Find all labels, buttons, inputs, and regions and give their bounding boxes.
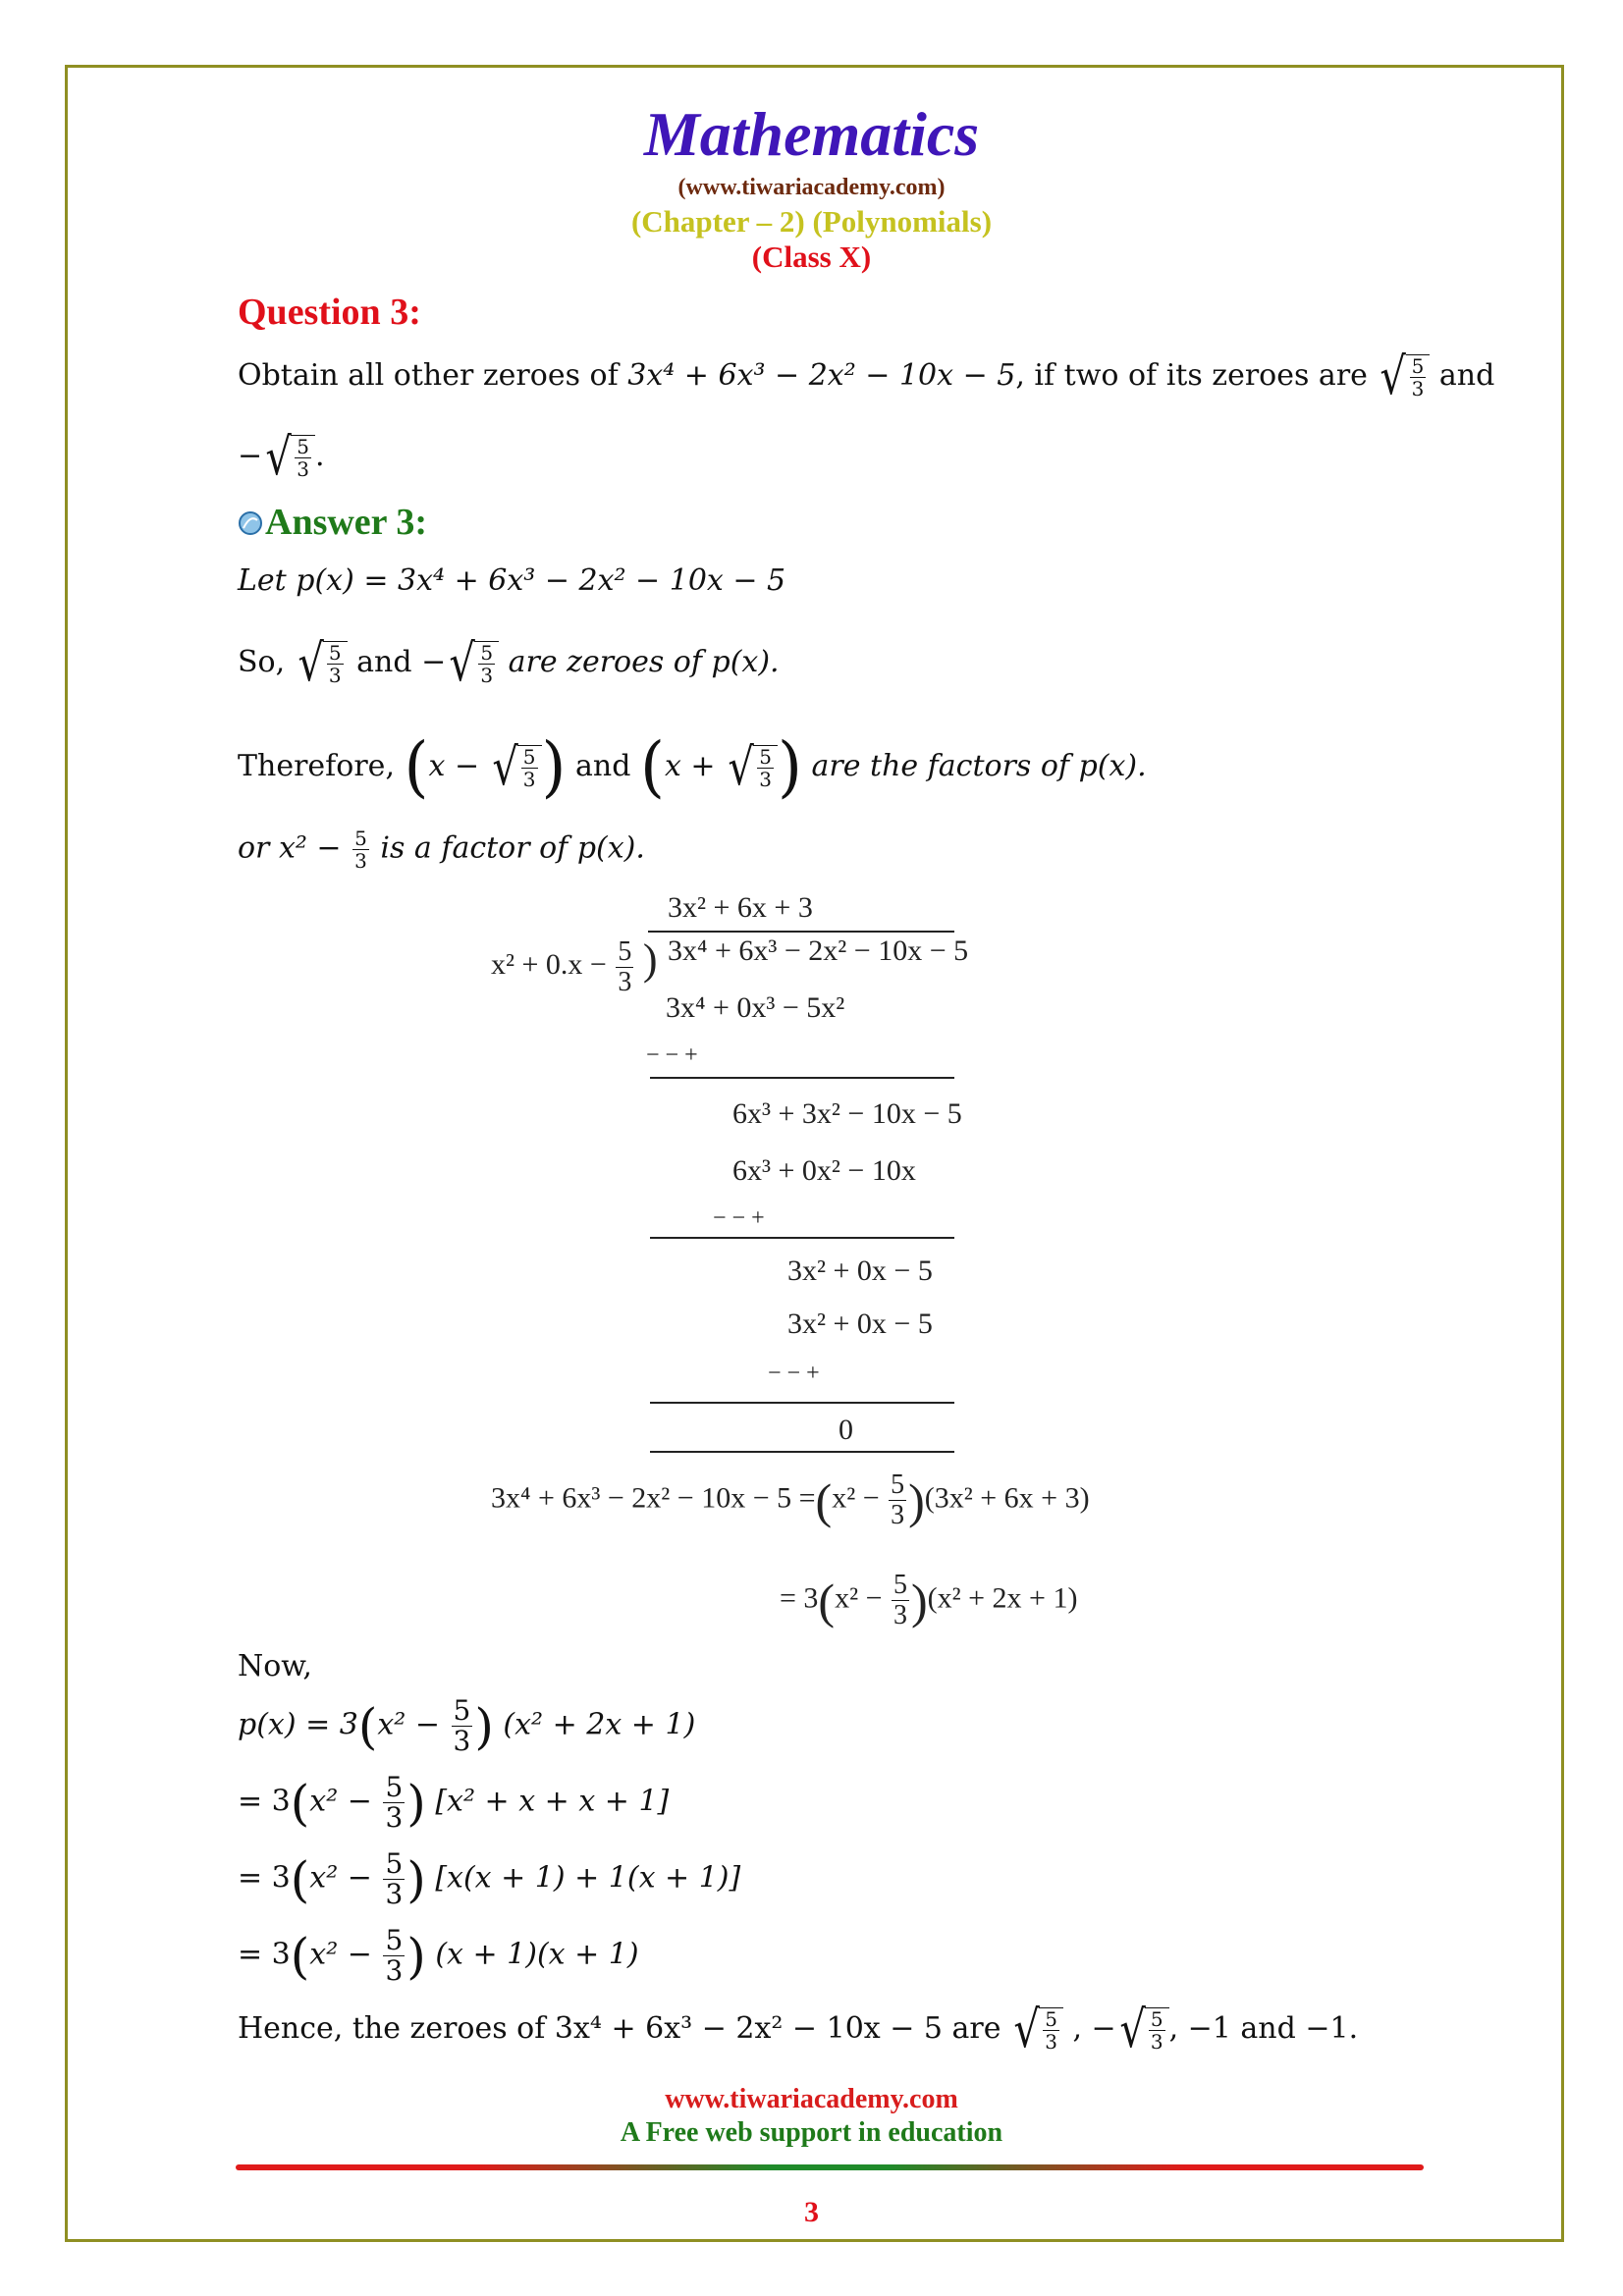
division-sub-2: 6x³ + 0x² − 10x — [732, 1154, 916, 1187]
division-signs-3: − − + — [768, 1361, 820, 1386]
sqrt-five-thirds: √ $\frac{5}{3}$ — [1377, 351, 1430, 402]
question-line-2: − √ $\frac{5}{3}$ . — [238, 428, 325, 487]
question-heading: Question 3: — [238, 292, 421, 333]
answer-now: Now, — [238, 1649, 312, 1683]
division-result-1: 3x⁴ + 6x³ − 2x² − 10x − 5 =(x² − $\frac{5}{3}$ )(3x² + 6x + 3) — [491, 1469, 1090, 1530]
fraction-five-thirds: $\frac{5}{3}$ — [354, 827, 367, 873]
division-remainder-1: 6x³ + 3x² − 10x − 5 — [732, 1097, 962, 1130]
sqrt-five-thirds: √ $\frac{5}{3}$ — [446, 638, 499, 689]
division-signs-1: − − + — [646, 1042, 698, 1068]
chapter-label: (Chapter – 2) (Polynomials) — [630, 204, 993, 239]
page-title: Mathematics — [643, 99, 980, 169]
footer-divider — [236, 2164, 1424, 2170]
sqrt-five-thirds: √ $\frac{5}{3}$ — [262, 432, 315, 483]
division-sub-3: 3x² + 0x − 5 — [787, 1308, 933, 1340]
answer-hence-line: Hence, the zeroes of 3x⁴ + 6x³ − 2x² − 10x − 5 are √ $\frac{5}{3}$ , − √ $\frac{5}{3}$ , −1 and −1. — [238, 2001, 1359, 2059]
division-dividend: 3x⁴ + 6x³ − 2x² − 10x − 5 — [668, 934, 969, 967]
division-remainder-2: 3x² + 0x − 5 — [787, 1255, 933, 1287]
division-remainder-3: 0 — [839, 1414, 853, 1446]
class-label: (Class X) — [751, 240, 872, 274]
division-divisor: x² + 0.x − $\frac{5}{3}$ ) — [491, 935, 658, 997]
question-line-1 — [238, 347, 1495, 406]
question-text: Obtain all other zeroes of — [238, 358, 628, 393]
sqrt-five-thirds: √ $\frac{5}{3}$ — [725, 742, 778, 793]
answer-step-1: p(x) = 3(x² − $\frac{5}{3}$ ) (x² + 2x + 1) — [238, 1694, 696, 1757]
answer-therefore-line: Therefore, (x − √ $\frac{5}{3}$ ) and (x + √ $\frac{5}{3}$ ) are the factors of p(x). — [238, 729, 1147, 806]
answer-heading: Answer 3: — [265, 502, 428, 543]
division-quotient: 3x² + 6x + 3 — [668, 891, 813, 924]
answer-or-line: or x² − $\frac{5}{3}$ is a factor of p(x). — [238, 827, 645, 873]
footer-website[interactable]: www.tiwariacademy.com — [665, 2084, 958, 2114]
division-sub-1: 3x⁴ + 0x³ − 5x² — [666, 991, 845, 1024]
answer-step-4: = 3(x² − $\frac{5}{3}$ ) (x + 1)(x + 1) — [238, 1924, 639, 1987]
sqrt-five-thirds: √ $\frac{5}{3}$ — [1116, 2004, 1169, 2056]
question-and: and — [1438, 358, 1495, 393]
answer-let-line: Let p(x) = 3x⁴ + 6x³ − 2x² − 10x − 5 — [238, 563, 786, 598]
header-website[interactable]: (www.tiwariacademy.com) — [677, 175, 946, 200]
sqrt-five-thirds: √ $\frac{5}{3}$ — [489, 742, 542, 793]
answer-step-2: = 3(x² − $\frac{5}{3}$ ) [x² + x + x + 1] — [238, 1771, 670, 1834]
question-polynomial: 3x⁴ + 6x³ − 2x² − 10x − 5 — [627, 358, 1016, 393]
answer-so-line: So, √ $\frac{5}{3}$ and − √ $\frac{5}{3}$ are zeroes of p(x). — [238, 634, 780, 693]
question-text-mid: , if two of its zeroes are — [1015, 358, 1378, 393]
answer-step-3: = 3(x² − $\frac{5}{3}$ ) [x(x + 1) + 1(x + 1)] — [238, 1847, 741, 1910]
footer-tagline: A Free web support in education — [620, 2117, 1003, 2148]
page-number: 3 — [804, 2196, 819, 2228]
sqrt-five-thirds: √ $\frac{5}{3}$ — [1010, 2004, 1063, 2056]
long-division — [491, 883, 1090, 1649]
division-signs-2: − − + — [713, 1205, 765, 1231]
sqrt-five-thirds: √ $\frac{5}{3}$ — [295, 638, 348, 689]
division-result-2: = 3(x² − $\frac{5}{3}$ )(x² + 2x + 1) — [780, 1570, 1078, 1630]
answer-icon — [238, 510, 263, 536]
